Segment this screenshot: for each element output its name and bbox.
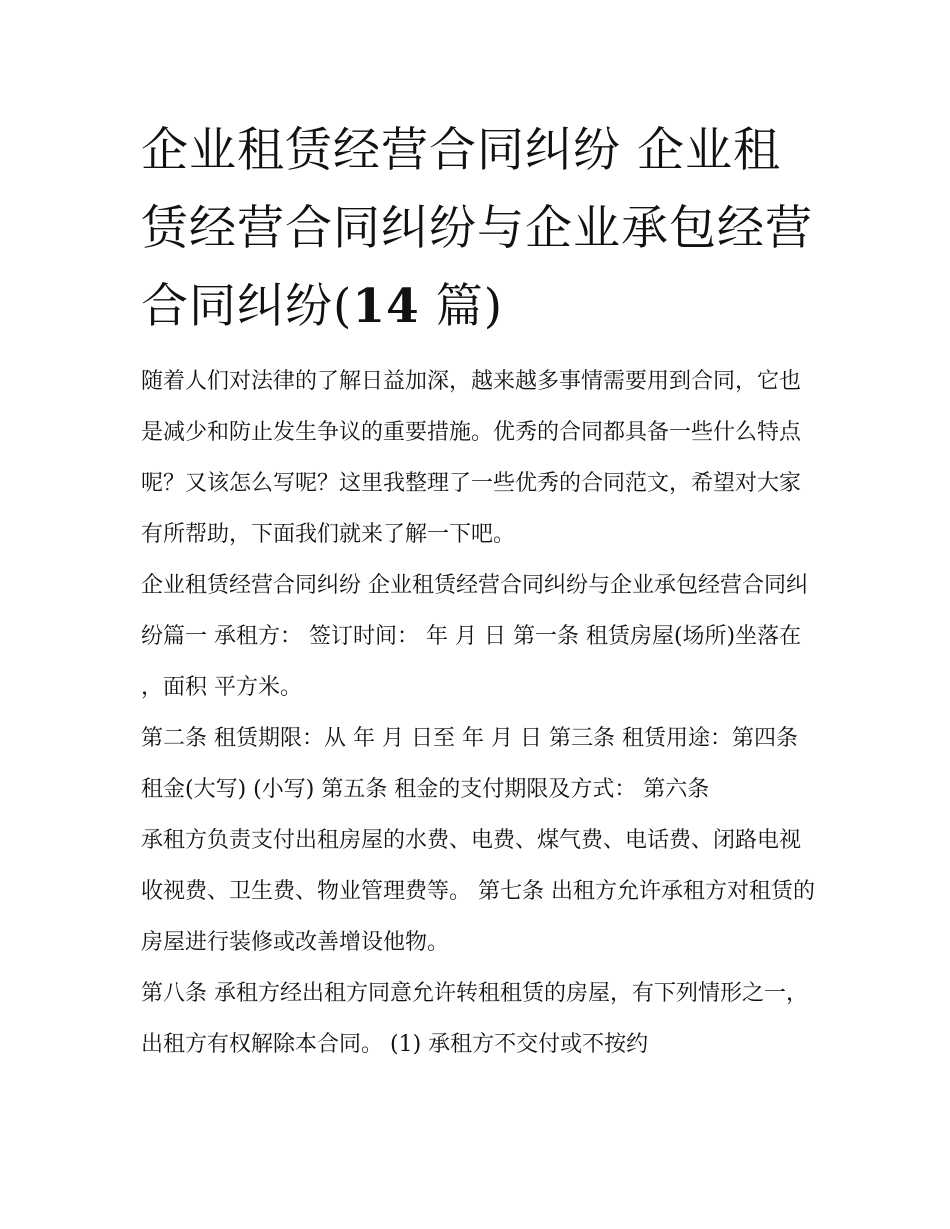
title-text: 企业租赁经营合同纠纷 企业租赁经营合同纠纷与企业承包经营合同纠纷( xyxy=(141,123,813,334)
paragraph-contract-header: 企业租赁经营合同纠纷 企业租赁经营合同纠纷与企业承包经营合同纠纷篇一 承租方： 签订时间： 年 月 日 第一条 租赁房屋(场所)坐落在 ，面积 平方米。 xyxy=(141,573,808,700)
paragraph-articles-2-6: 第二条 租赁期限：从 年 月 日至 年 月 日 第三条 租赁用途：第四条 租金(大写) (小写) 第五条 租金的支付期限及方式： 第六条 xyxy=(141,726,798,802)
paragraph-intro: 随着人们对法律的了解日益加深，越来越多事情需要用到合同，它也是减少和防止发生争议的重要措施。优秀的合同都具备一些什么特点呢？又该怎么写呢？这里我整理了一些优秀的合同范文，希望对大家有所帮助，下面我们就来了解一下吧。 xyxy=(141,369,802,547)
document-body xyxy=(141,356,821,1070)
paragraph-article-8: 第八条 承租方经出租方同意允许转租租赁的房屋，有下列情形之一，出租方有权解除本合同。 (1) 承租方不交付或不按约 xyxy=(141,981,808,1057)
title-suffix: 篇) xyxy=(419,279,504,334)
paragraph-articles-6-7: 承租方负责支付出租房屋的水费、电费、煤气费、电话费、闭路电视收视费、卫生费、物业管理费等。 第七条 出租方允许承租方对租赁的房屋进行装修或改善增设他物。 xyxy=(141,828,815,955)
document-page xyxy=(141,112,821,1070)
title-count: 14 xyxy=(352,279,420,334)
document-title xyxy=(141,112,821,346)
